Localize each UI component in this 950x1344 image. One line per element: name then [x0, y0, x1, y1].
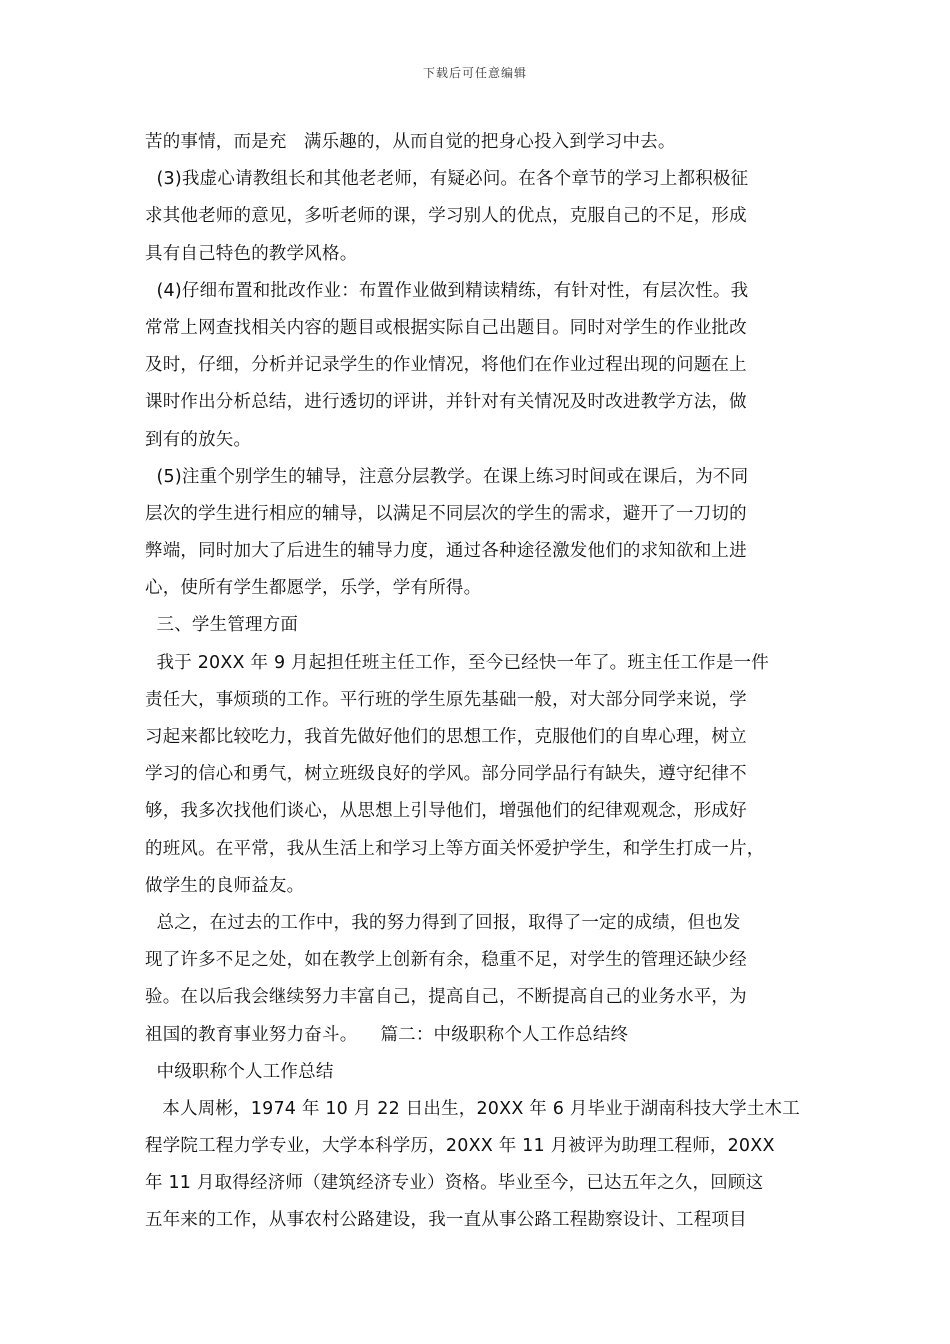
text-line: 弊端，同时加大了后进生的辅导力度，通过各种途径激发他们的求知欲和上进 [145, 541, 747, 562]
text-line: 程学院工程力学专业，大学本科学历，20XX 年 11 月被评为助理工程师，20XX [145, 1136, 775, 1157]
text-line: (3)我虚心请教组长和其他老老师，有疑必问。在各个章节的学习上都积极征 [145, 169, 749, 190]
text-line: 层次的学生进行相应的辅导，以满足不同层次的学生的需求，避开了一刀切的 [145, 503, 747, 524]
text-line: 责任大，事烦琐的工作。平行班的学生原先基础一般，对大部分同学来说，学 [145, 689, 747, 710]
text-line: 课时作出分析总结，进行透切的评讲，并针对有关情况及时改进教学方法，做 [145, 392, 747, 413]
page-header: 下载后可任意编辑 [422, 66, 527, 80]
text-line: 总之，在过去的工作中，我的努力得到了回报，取得了一定的成绩，但也发 [145, 912, 741, 933]
text-line: 具有自己特色的教学风格。 [145, 243, 358, 264]
text-line: 常常上网查找相关内容的题目或根据实际自己出题目。同时对学生的作业批改 [145, 317, 747, 338]
text-line: 现了许多不足之处，如在教学上创新有余，稳重不足，对学生的管理还缺少经 [145, 950, 747, 971]
text-line: 本人周彬，1974 年 10 月 22 日出生，20XX 年 6 月毕业于湖南科技大学土木工 [145, 1098, 800, 1119]
text-line: 验。在以后我会继续努力丰富自己，提高自己，不断提高自己的业务水平，为 [145, 987, 747, 1008]
document-body [145, 124, 813, 1240]
text-line: 中级职称个人工作总结 [145, 1061, 334, 1082]
text-line: 学习的信心和勇气，树立班级良好的学风。部分同学品行有缺失，遵守纪律不 [145, 764, 747, 785]
text-line: 心，使所有学生都愿学，乐学，学有所得。 [145, 578, 482, 599]
text-line: (5)注重个别学生的辅导，注意分层教学。在课上练习时间或在课后，为不同 [145, 466, 749, 487]
text-line: 三、学生管理方面 [145, 615, 299, 636]
text-line: 的班风。在平常，我从生活上和学习上等方面关怀爱护学生，和学生打成一片， [145, 838, 765, 859]
text-line: 求其他老师的意见，多听老师的课，学习别人的优点，克服自己的不足，形成 [145, 206, 747, 227]
text-line: (4)仔细布置和批改作业：布置作业做到精读精练，有针对性，有层次性。我 [145, 280, 749, 301]
text-line: 及时，仔细，分析并记录学生的作业情况，将他们在作业过程出现的问题在上 [145, 355, 747, 376]
text-line: 年 11 月取得经济师（建筑经济专业）资格。毕业至今，已达五年之久，回顾这 [145, 1173, 764, 1194]
text-line: 做学生的良师益友。 [145, 875, 305, 896]
text-line: 到有的放矢。 [145, 429, 252, 450]
text-line: 祖国的教育事业努力奋斗。 篇二：中级职称个人工作总结终 [145, 1024, 629, 1045]
text-line: 五年来的工作，从事农村公路建设，我一直从事公路工程勘察设计、工程项目 [145, 1210, 747, 1231]
text-line: 我于 20XX 年 9 月起担任班主任工作，至今已经快一年了。班主任工作是一件 [145, 652, 769, 673]
text-line: 习起来都比较吃力，我首先做好他们的思想工作，克服他们的自卑心理，树立 [145, 727, 747, 747]
text-line: 苦的事情，而是充 满乐趣的，从而自觉的把身心投入到学习中去。 [145, 132, 676, 152]
text-line: 够，我多次找他们谈心，从思想上引导他们，增强他们的纪律观观念，形成好 [145, 801, 747, 822]
